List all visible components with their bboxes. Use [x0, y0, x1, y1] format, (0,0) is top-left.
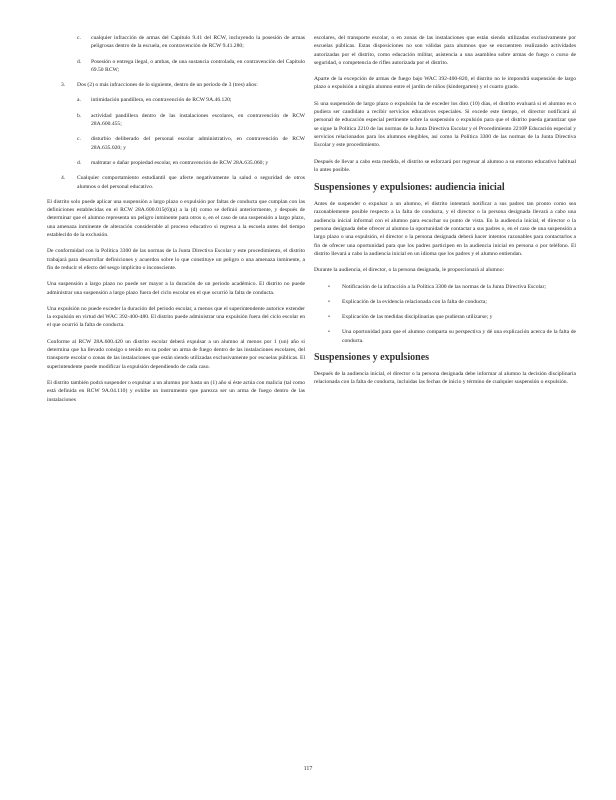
list-item: • Explicación de las medidas disciplinarias que pudieran utilizarse; y: [328, 314, 493, 321]
list-item-text: Dos (2) o más infracciones de lo siguiente, dentro de un periodo de 3 (tres) años:: [77, 82, 258, 89]
paragraph: Durante la audiencia, el director, o la persona designada, le proporcionará al alumno:: [314, 267, 505, 274]
list-item: a. intimidación pandillera, en contravención de RCW 9A.46.120;: [77, 97, 232, 104]
paragraph: Antes de suspender o expulsar a un alumno, el distrito intentará notificar a sus padres tan pronto como sea razonablemente posible respecto a la falta de conducta, y el director o la persona designada llevará a cabo una audiencia inicial informal con el alumno para escuchar su punto de vista. En la audiencia inicial, el director o la persona designada debe ofrecer al alumno la oportunidad de contactar a sus padres o, en el caso de una suspensión a largo plazo o una expulsión, el director o la persona designada deberá hacer intentos razonables para contactarlos a fin de ofrecer una oportunidad para que los padres participen en la audiencia inicial en persona o por teléfono. El distrito llevará a cabo la audiencia inicial en un idioma que los padres y el alumno entiendan.: [314, 201, 576, 257]
list-item-text: Explicación de la evidencia relacionada con la falta de conducta;: [342, 298, 487, 305]
list-item-text: Posesión o entrega ilegal, o ambas, de una sustancia controlada, en contravención del Capítulo 69.50 RCW;: [91, 58, 305, 73]
list-item: c. cualquier infracción de armas del Capítulo 9.41 del RCW, incluyendo la posesión de armas peligrosas dentro de la escuela, en contravención de RCW 9.41.280;: [77, 35, 305, 50]
paragraph: Una expulsión no puede exceder la duración del periodo escolar, a menos que el superintendente autorice extender la expulsión en virtud del WAC 392-400-480. El distrito puede administrar una expulsión fuera del ciclo escolar en el que ocurrió la falta de conducta.: [47, 305, 305, 329]
list-item-text: Explicación de las medidas disciplinarias que pudieran utilizarse; y: [342, 314, 493, 321]
list-item: d. maltratar o dañar propiedad escolar, en contravención de RCW 28A.635.060; y: [77, 159, 269, 166]
list-item: • Una oportunidad para que el alumno comparta su perspectiva y dé una explicación acerca de la falta de conducta.: [328, 329, 576, 344]
list-item-text: intimidación pandillera, en contravención de RCW 9A.46.120;: [91, 97, 232, 104]
list-item: • Notificación de la infracción a la Política 3300 de las normas de la Junta Directiva Escolar;: [328, 283, 546, 290]
section-heading: Suspensiones y expulsiones: [314, 352, 430, 364]
list-item-text: actividad pandillera dentro de las instalaciones escolares, en contravención de RCW 28A.600.455;: [91, 112, 305, 128]
list-item-text: Una oportunidad para que el alumno comparta su perspectiva y dé una explicación acerca de la falta de conducta.: [342, 329, 576, 344]
list-item: d. Posesión o entrega ilegal, o ambas, de una sustancia controlada, en contravención del Capítulo 69.50 RCW;: [77, 58, 305, 73]
paragraph: Después de llevar a cabo esta medida, el distrito se esforzará por regresar al alumno a su entorno educativo habitual lo antes posible.: [314, 158, 576, 173]
paragraph: De conformidad con la Política 3300 de las normas de la Junta Directiva Escolar y este procedimiento, el distrito trabajará para desarrollar definiciones y acuerdos sobre lo que constituye un peligro o una amenaza inminente, a fin de reducir el efecto del sesgo implícito o inconsciente.: [47, 248, 305, 271]
paragraph: Aparte de la excepción de armas de fuego bajo WAC 392-400-820, el distrito no le impondrá suspensión de largo plazo o expulsión a ningún alumno entre el jardín de niños (kindergarten) y el cuarto grado.: [314, 76, 576, 91]
paragraph: escolares, del transporte escolar, o en zonas de las instalaciones que están siendo utilizadas exclusivamente por escuelas públicas. Estas disposiciones no son válidas para alumnos que se encuentren realizando actividades autorizadas por el distrito, como educación militar, asistencia a una asamblea sobre armas de fuego o curso de seguridad, o competencia de rifles autorizada por el distrito.: [314, 35, 576, 66]
paragraph: Después de la audiencia inicial, el director o la persona designada debe informar al alumno la decisión disciplinaria relacionada con la falta de conducta, incluidas las fechas de inicio y término de cualquier suspensión o expulsión.: [314, 371, 576, 386]
right-column: [314, 34, 576, 395]
paragraph: Si una suspensión de largo plazo o expulsión ha de exceder los diez (10) días, el distrito evaluará si el alumno es o pudiera ser candidato a recibir servicios educativos especiales. Si excede este tiempo, el director notificará al personal de educación especial pertinente sobre la suspensión o expulsión para que el distrito pueda garantizar que se sigue la Política 2210 de las normas de la Junta Directiva Escolar y el Procedimiento 2210P Educación especial y servicios relacionados para los alumnos elegibles, así como la Política 3300 de las normas de la Junta Directiva Escolar y este procedimiento.: [314, 100, 576, 149]
paragraph: Una suspensión a largo plazo no puede ser mayor a la duración de un periodo académico. El distrito no puede administrar una suspensión a largo plazo fuera del ciclo escolar en el que ocurrió la falta de conducta.: [47, 281, 305, 296]
list-item: b. actividad pandillera dentro de las instalaciones escolares, en contravención de RCW 28A.600.455;: [77, 112, 305, 128]
list-item: • Explicación de la evidencia relacionada con la falta de conducta;: [328, 298, 487, 305]
list-item-text: Cualquier comportamiento estudiantil que afecte negativamente la salud o seguridad de otros alumnos o del personal educativo.: [77, 175, 305, 190]
page-number: 117: [303, 766, 313, 772]
list-item-text: maltratar o dañar propiedad escolar, en contravención de RCW 28A.635.060; y: [91, 159, 269, 166]
paragraph: El distrito también podrá suspender o expulsar a un alumno por hasta un (1) año si éste actúa con malicia (tal como está definida en RCW 9A.04.110) y exhibe un instrumento que parezca ser un arma de fuego dentro de las instalaciones: [47, 379, 305, 403]
list-item-text: Notificación de la infracción a la Política 3300 de las normas de la Junta Directiva Escolar;: [342, 283, 546, 290]
list-item: c. disturbio deliberado del personal escolar administrativo, en contravención de RCW 28A.635.020; y: [77, 136, 305, 151]
paragraph: Conforme al RCW 28A.600.420 un distrito escolar deberá expulsar a un alumno al menos por 1 (un) año si determina que ha llevado consigo o tenido en su poder un arma de fuego dentro de las instalaciones escolares, del transporte escolar o zonas de las instalaciones que están siendo utilizadas exclusivamente por escuelas públicas. El superintendente puede modificar la expulsión dependiendo de cada caso.: [47, 338, 305, 370]
list-item: 4. Cualquier comportamiento estudiantil que afecte negativamente la salud o seguridad de otros alumnos o del personal educativo.: [61, 175, 305, 190]
left-column: [47, 34, 305, 412]
list-item-text: cualquier infracción de armas del Capítulo 9.41 del RCW, incluyendo la posesión de armas peligrosas dentro de la escuela, en contravención de RCW 9.41.280;: [91, 35, 305, 50]
section-heading: Suspensiones y expulsiones: audiencia inicial: [314, 182, 505, 194]
paragraph: El distrito solo puede aplicar una suspensión a largo plazo o expulsión por faltas de conducta que cumplan con las definiciones establecidas en el RCW 28A.600.015(6)(a) a la (d) como se definió anteriormente, y después de determinar que el alumno representa un peligro inminente para otros o, en el caso de una suspensión a largo plazo, una amenaza inminente de alteración considerable al proceso educativo si regresa a la escuela antes del tiempo establecido de la exclusión.: [47, 198, 305, 239]
list-item-text: disturbio deliberado del personal escolar administrativo, en contravención de RCW 28A.635.020; y: [91, 136, 305, 151]
list-item: 3. Dos (2) o más infracciones de lo siguiente, dentro de un periodo de 3 (tres) años:: [61, 82, 258, 89]
